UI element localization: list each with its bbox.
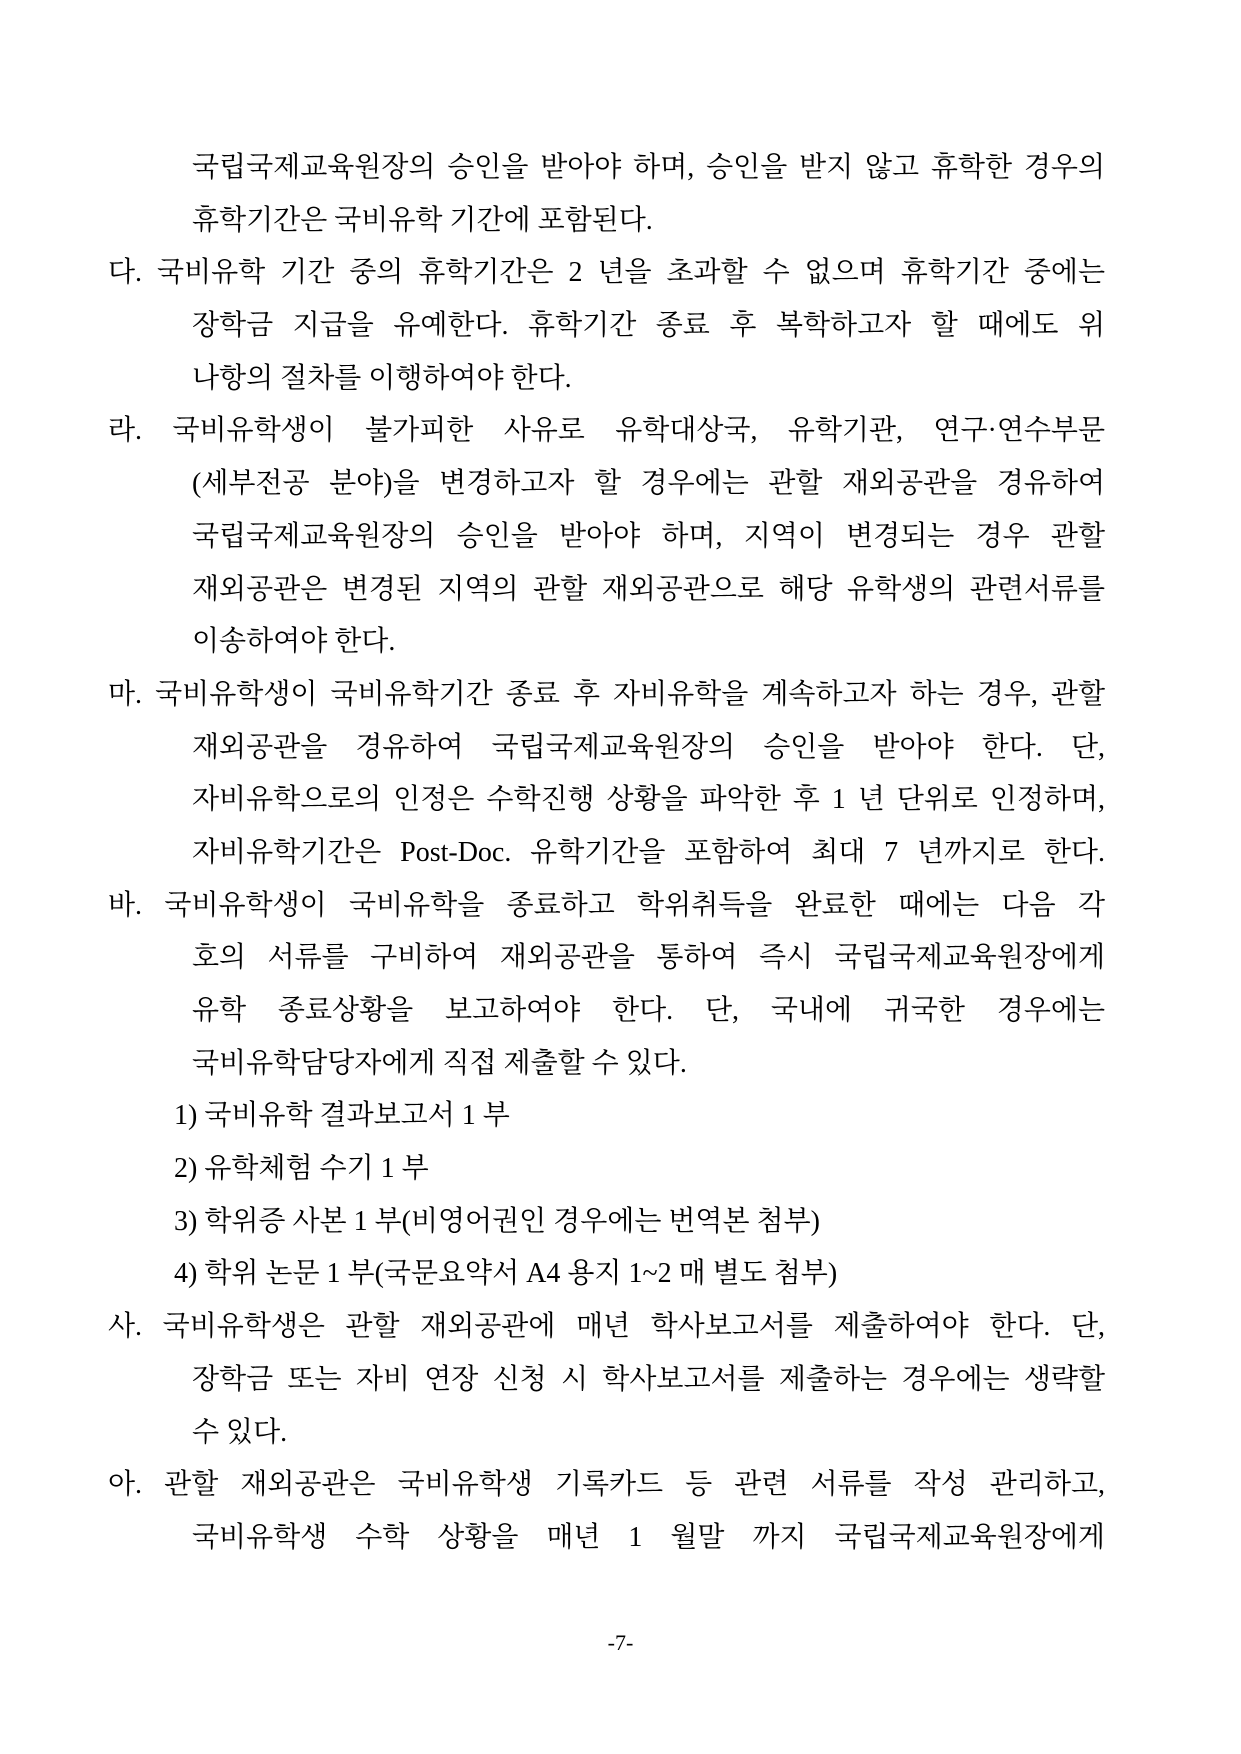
doc-line bbox=[108, 195, 1105, 248]
list-item bbox=[108, 1143, 1105, 1196]
doc-line bbox=[108, 880, 1105, 933]
list-item bbox=[108, 1248, 1105, 1301]
paragraph-da bbox=[108, 247, 1105, 405]
line-text: 호의 서류를 구비하여 재외공관을 통하여 즉시 국립국제교육원장에게 bbox=[192, 942, 1105, 974]
line-text: 국비유학 결과보고서 1 부 bbox=[204, 1100, 510, 1132]
line-text: 국비유학생이 국비유학기간 종료 후 자비유학을 계속하고자 하는 경우, 관할 bbox=[155, 678, 1106, 710]
doc-line bbox=[108, 827, 1105, 880]
line-text: 국비유학생은 관할 재외공관에 매년 학사보고서를 제출하여야 한다. 단, bbox=[162, 1311, 1106, 1343]
item-marker: 2) bbox=[174, 1153, 198, 1185]
page-number: -7- bbox=[607, 1630, 634, 1655]
line-text: 국립국제교육원장의 승인을 받아야 하며, 지역이 변경되는 경우 관할 bbox=[192, 520, 1105, 552]
line-text: 국비유학생이 불가피한 사유로 유학대상국, 유학기관, 연구·연수부문 bbox=[172, 415, 1106, 447]
paragraph-intro bbox=[108, 142, 1105, 247]
line-text: 학위 논문 1 부(국문요약서 A4 용지 1~2 매 별도 첨부) bbox=[204, 1258, 838, 1290]
line-text: 재외공관은 변경된 지역의 관할 재외공관으로 해당 유학생의 관련서류를 bbox=[192, 573, 1105, 605]
item-marker: 아. bbox=[108, 1469, 143, 1501]
doc-line bbox=[108, 1301, 1105, 1354]
doc-line bbox=[108, 300, 1105, 353]
item-marker: 바. bbox=[108, 889, 143, 921]
line-text: 장학금 지급을 유예한다. 휴학기간 종료 후 복학하고자 할 때에도 위 bbox=[192, 310, 1105, 342]
item-marker: 라. bbox=[108, 415, 143, 447]
line-text: 국립국제교육원장의 승인을 받아야 하며, 승인을 받지 않고 휴학한 경우의 bbox=[192, 152, 1105, 183]
doc-line bbox=[108, 1354, 1105, 1407]
doc-line bbox=[108, 985, 1105, 1038]
doc-line bbox=[108, 353, 1105, 406]
line-text: 관할 재외공관은 국비유학생 기록카드 등 관련 서류를 작성 관리하고, bbox=[164, 1469, 1106, 1501]
doc-line bbox=[108, 458, 1105, 511]
line-text: 재외공관을 경유하여 국립국제교육원장의 승인을 받아야 한다. 단, bbox=[192, 731, 1105, 763]
item-marker: 1) bbox=[174, 1100, 198, 1132]
doc-line bbox=[108, 511, 1105, 564]
paragraph-ra bbox=[108, 405, 1105, 668]
doc-line bbox=[108, 405, 1105, 458]
doc-line bbox=[108, 1459, 1105, 1512]
doc-line bbox=[108, 1038, 1105, 1091]
item-marker: 4) bbox=[174, 1258, 198, 1290]
doc-line bbox=[108, 247, 1105, 300]
line-text: 나항의 절차를 이행하여야 한다. bbox=[192, 362, 572, 394]
line-text: (세부전공 분야)을 변경하고자 할 경우에는 관할 재외공관을 경유하여 bbox=[192, 468, 1105, 500]
line-text: 국비유학 기간 중의 휴학기간은 2 년을 초과할 수 없으며 휴학기간 중에는 bbox=[157, 257, 1106, 289]
list-item bbox=[108, 1196, 1105, 1249]
line-text: 자비유학으로의 인정은 수학진행 상황을 파악한 후 1 년 단위로 인정하며, bbox=[192, 784, 1105, 816]
line-text: 수 있다. bbox=[192, 1416, 288, 1448]
line-text: 유학체험 수기 1 부 bbox=[204, 1153, 429, 1185]
item-marker: 다. bbox=[108, 257, 143, 289]
attachment-list bbox=[108, 1090, 1105, 1301]
line-text: 국비유학생 수학 상황을 매년 1 월말 까지 국립국제교육원장에게 bbox=[192, 1521, 1105, 1553]
line-text: 이송하여야 한다. bbox=[192, 626, 396, 658]
item-marker: 사. bbox=[108, 1311, 143, 1343]
line-text: 장학금 또는 자비 연장 신청 시 학사보고서를 제출하는 경우에는 생략할 bbox=[192, 1363, 1105, 1395]
line-text: 국비유학담당자에게 직접 제출할 수 있다. bbox=[192, 1047, 687, 1079]
line-text: 국비유학생이 국비유학을 종료하고 학위취득을 완료한 때에는 다음 각 bbox=[164, 889, 1106, 921]
doc-line bbox=[108, 564, 1105, 617]
paragraph-a bbox=[108, 1459, 1105, 1564]
line-text: 휴학기간은 국비유학 기간에 포함된다. bbox=[192, 204, 653, 236]
list-item bbox=[108, 1090, 1105, 1143]
line-text: 학위증 사본 1 부(비영어권인 경우에는 번역본 첨부) bbox=[204, 1205, 820, 1237]
doc-line bbox=[108, 1407, 1105, 1460]
doc-line bbox=[108, 616, 1105, 669]
item-marker: 3) bbox=[174, 1205, 198, 1237]
item-marker: 마. bbox=[108, 678, 143, 710]
doc-line bbox=[108, 722, 1105, 775]
doc-line bbox=[108, 1512, 1105, 1565]
paragraph-ma bbox=[108, 669, 1105, 880]
line-text: 자비유학기간은 Post-Doc. 유학기간을 포함하여 최대 7 년까지로 한다. bbox=[192, 836, 1105, 868]
document-body bbox=[108, 142, 1105, 1565]
doc-line bbox=[108, 142, 1105, 195]
line-text: 유학 종료상황을 보고하여야 한다. 단, 국내에 귀국한 경우에는 bbox=[192, 995, 1105, 1026]
doc-line bbox=[108, 932, 1105, 985]
paragraph-ba bbox=[108, 880, 1105, 1091]
doc-line bbox=[108, 669, 1105, 722]
doc-line bbox=[108, 774, 1105, 827]
paragraph-sa bbox=[108, 1301, 1105, 1459]
